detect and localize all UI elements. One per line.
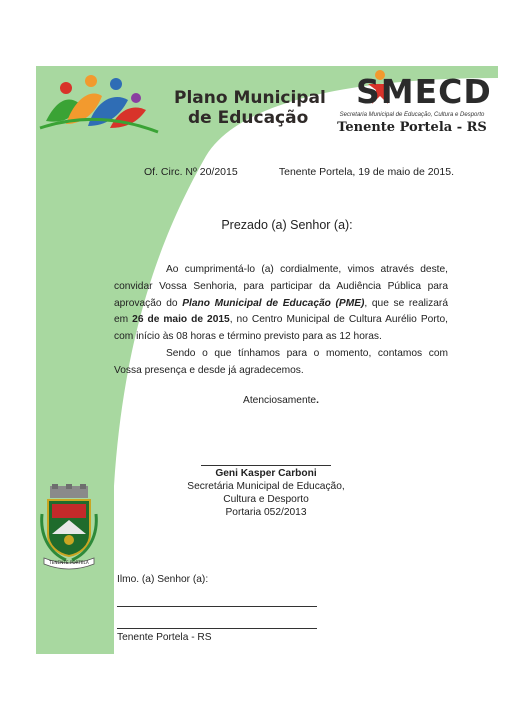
body-paragraph-2: Sendo o que tínhamos para o momento, contamos com Vossa presença e desde já agradecemos. bbox=[114, 347, 448, 376]
crest-ribbon-text: TENENTE PORTELA bbox=[49, 560, 89, 565]
addressee-blank-line-2 bbox=[117, 628, 317, 629]
addressee-label: Ilmo. (a) Senhor (a): bbox=[117, 574, 209, 585]
circular-number: Of. Circ. Nº 20/2015 bbox=[144, 166, 238, 178]
municipal-crest-icon bbox=[38, 484, 100, 570]
signature-block bbox=[146, 467, 386, 519]
closing: Atenciosamente. bbox=[243, 395, 319, 406]
signer-role-1: Secretária Municipal de Educação, bbox=[187, 481, 345, 492]
letter-date: Tenente Portela, 19 de maio de 2015. bbox=[278, 166, 454, 178]
pme-logo bbox=[36, 66, 166, 146]
footer-city: Tenente Portela - RS bbox=[117, 632, 212, 643]
letter-body bbox=[114, 262, 448, 380]
letter-page bbox=[36, 66, 498, 654]
body-paragraph-1: Ao cumprimentá-lo (a) cordialmente, vimos através deste, convidar Vossa Senhoria, para participar da Audiência Pública para aprovação do Plano Municipal de Educação (PME), que se realizará em 26 de maio de 2015, no Centro Municipal de Cultura Aurélio Porto, com início às 08 horas e término previsto para as 12 horas. bbox=[114, 264, 448, 343]
salutation: Prezado (a) Senhor (a): bbox=[221, 218, 353, 232]
signature-line bbox=[201, 465, 331, 466]
signer-ordinance: Portaria 052/2013 bbox=[225, 507, 307, 518]
signer-role-2: Cultura e Desporto bbox=[223, 494, 309, 505]
pme-title: Plano Municipal de Educação bbox=[174, 88, 326, 128]
reference-line bbox=[144, 166, 454, 178]
smecd-logo bbox=[330, 70, 494, 146]
smecd-subtitle: Secretaria Municipal de Educação, Cultura e Desporto bbox=[339, 112, 485, 118]
addressee-blank-line-1 bbox=[117, 606, 317, 607]
smecd-city: Tenente Portela - RS bbox=[337, 120, 487, 135]
smecd-title: SMECD bbox=[356, 72, 492, 111]
signer-name: Geni Kasper Carboni bbox=[215, 468, 317, 479]
